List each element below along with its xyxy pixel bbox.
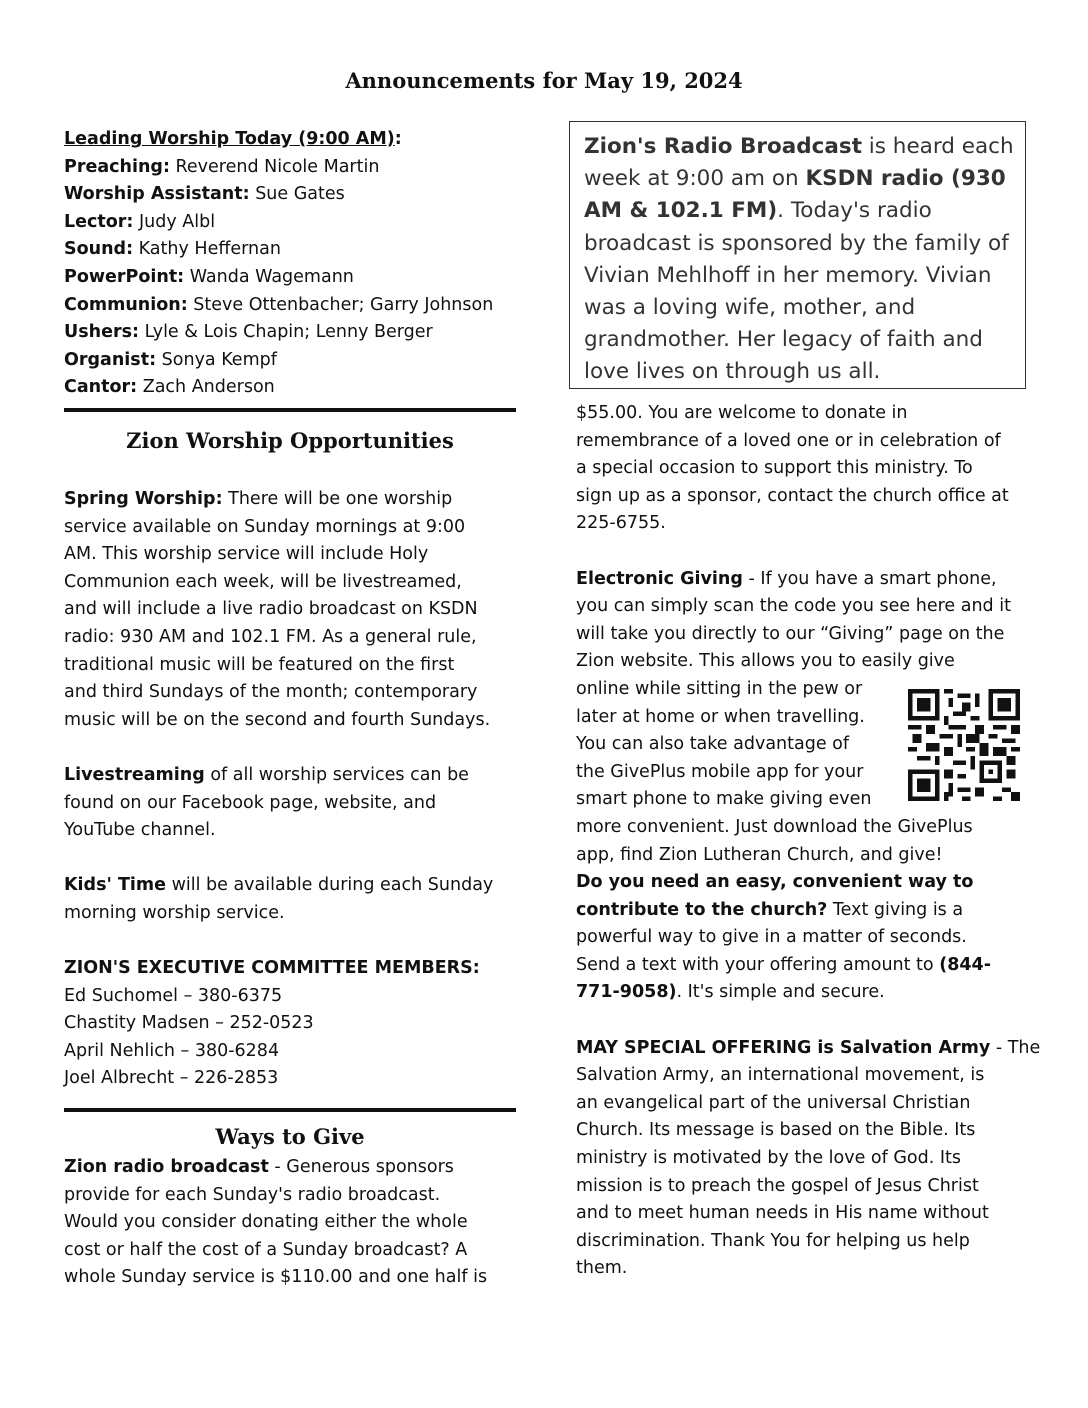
radio-sponsor-line: remembrance of a loved one or in celebration of bbox=[576, 430, 1001, 451]
worship-role-value: Kathy Heffernan bbox=[133, 239, 281, 260]
right-column: $55.00. You are welcome to donate in remembrance of a loved one or in celebration of a special occasion to support this ministry. To sign up as a sponsor, contact the church office at 225-6755. Electronic Giving - If you have a smart phone, you can simply scan the code you see here and it will take you directly to our “Giving” page on the Zion website. This allows you to easily give online while sitting in the pew or later at home or when travelling. You can also take advantage of the GivePlus mobile app for your smart phone to make giving even more convenient. Just download the GivePlus app, find Zion Lutheran Church, and give! Do you need an easy, convenient way to contribute to the church? Text giving is a powerful way to give in a matter of seconds. Send a text with your offering amount to (844- 771-9058). It's simple and secure. MAY SPECIAL OFFERING is Salvation Army - The Salvation Army, an international movement, is an evangelical part of the universal Christian Church. Its message is based on the Bible. Its ministry is motivated by the love of God. Its mission is to preach the gospel of Jesus Christ and to meet human needs in His name without discrimination. Thank You for helping us help them. bbox=[576, 400, 1036, 1283]
electronic-giving-line: online while sitting in the pew or bbox=[576, 678, 863, 699]
electronic-giving-line: more convenient. Just download the GivePlus bbox=[576, 816, 973, 837]
special-offering-line: MAY SPECIAL OFFERING is Salvation Army - The bbox=[576, 1037, 1041, 1058]
worship-role-label: Worship Assistant: bbox=[64, 184, 250, 205]
page-title: Announcements for May 19, 2024 bbox=[345, 68, 743, 93]
electronic-giving-line: the GivePlus mobile app for your bbox=[576, 761, 864, 782]
worship-roles bbox=[64, 154, 524, 402]
committee-member: April Nehlich – 380-6284 bbox=[64, 1040, 280, 1061]
radio-broadcast-line: was a loving wife, mother, and bbox=[584, 295, 916, 321]
livestreaming-line: Livestreaming of all worship services can be bbox=[64, 764, 469, 785]
worship-role-label: PowerPoint: bbox=[64, 266, 185, 287]
worship-role bbox=[64, 209, 524, 237]
spring-worship-line: Spring Worship: There will be one worship bbox=[64, 489, 453, 509]
committee-heading: ZION'S EXECUTIVE COMMITTEE MEMBERS: bbox=[64, 958, 480, 979]
spring-worship-line: service available on Sunday mornings at 9:00 bbox=[64, 516, 466, 537]
worship-role-label: Cantor: bbox=[64, 377, 138, 398]
worship-role bbox=[64, 154, 524, 182]
special-offering-line: them. bbox=[576, 1258, 628, 1279]
worship-role bbox=[64, 264, 524, 292]
electronic-giving-line: smart phone to make giving even bbox=[576, 789, 872, 810]
worship-role bbox=[64, 181, 524, 209]
committee-member: Ed Suchomel – 380-6375 bbox=[64, 985, 283, 1006]
worship-role-label: Ushers: bbox=[64, 322, 139, 343]
spring-worship-line: music will be on the second and fourth Sundays. bbox=[64, 709, 491, 730]
committee-member: Joel Albrecht – 226-2853 bbox=[64, 1068, 279, 1089]
worship-role-label: Communion: bbox=[64, 294, 188, 315]
radio-broadcast-line: broadcast is sponsored by the family of bbox=[584, 230, 1009, 256]
kids-time-line: morning worship service. bbox=[64, 902, 285, 923]
divider bbox=[64, 1108, 516, 1112]
worship-role-value: Judy Albl bbox=[133, 211, 216, 232]
electronic-giving-line: Zion website. This allows you to easily give bbox=[576, 651, 955, 672]
qr-code-icon[interactable] bbox=[908, 689, 1020, 801]
worship-role-value: Sue Gates bbox=[249, 184, 345, 205]
divider bbox=[64, 408, 516, 412]
radio-sponsor-line: whole Sunday service is $110.00 and one half is bbox=[64, 1267, 488, 1288]
radio-broadcast-line: Vivian Mehlhoff in her memory. Vivian bbox=[584, 262, 992, 288]
worship-role-value: Zach Anderson bbox=[137, 377, 275, 398]
radio-broadcast-line: love lives on through us all. bbox=[584, 359, 881, 385]
special-offering-line: ministry is motivated by the love of God. Its bbox=[576, 1148, 961, 1169]
worship-opportunities-body bbox=[64, 486, 524, 1093]
committee-member: Chastity Madsen – 252-0523 bbox=[64, 1013, 314, 1034]
kids-time-line: Kids' Time will be available during each Sunday bbox=[64, 875, 494, 896]
worship-role-value: Reverend Nicole Martin bbox=[169, 156, 380, 177]
electronic-giving-line: you can simply scan the code you see here and it bbox=[576, 596, 1011, 617]
worship-role-label: Lector: bbox=[64, 211, 134, 232]
special-offering-line: discrimination. Thank You for helping us help bbox=[576, 1230, 970, 1251]
radio-sponsor-line: $55.00. You are welcome to donate in bbox=[576, 403, 908, 423]
electronic-giving-line: app, find Zion Lutheran Church, and give! bbox=[576, 844, 943, 865]
radio-sponsor-line: provide for each Sunday's radio broadcast. bbox=[64, 1184, 441, 1205]
spring-worship-line: Communion each week, will be livestreamed, bbox=[64, 571, 462, 592]
worship-role bbox=[64, 292, 524, 320]
worship-role-label: Preaching: bbox=[64, 156, 170, 177]
worship-role-value: Wanda Wagemann bbox=[184, 266, 354, 287]
electronic-giving-line: will take you directly to our “Giving” page on the bbox=[576, 623, 1005, 644]
radio-sponsor-left bbox=[64, 1154, 524, 1292]
special-offering-line: Church. Its message is based on the Bible. Its bbox=[576, 1120, 976, 1141]
special-offering-line: mission is to preach the gospel of Jesus Christ bbox=[576, 1175, 979, 1196]
leading-worship-heading: Leading Worship Today (9:00 AM): bbox=[64, 129, 402, 149]
text-giving-question: Do you need an easy, convenient way to bbox=[576, 872, 974, 893]
radio-broadcast-text: Zion's Radio Broadcast is heard each week at 9:00 am on KSDN radio (930 AM & 102.1 FM). Today's radio broadcast is sponsored by the family of Vivian Mehlhoff in her memory. Vivian was a loving wife, mother, and grandmother. Her legacy of faith and love lives on through us all. bbox=[584, 131, 1014, 389]
worship-role-label: Sound: bbox=[64, 239, 134, 260]
worship-role bbox=[64, 319, 524, 347]
radio-sponsor-line: cost or half the cost of a Sunday broadcast? A bbox=[64, 1239, 468, 1260]
left-column bbox=[64, 126, 524, 402]
worship-opportunities-heading: Zion Worship Opportunities bbox=[126, 428, 454, 453]
radio-broadcast-line: grandmother. Her legacy of faith and bbox=[584, 327, 983, 353]
livestreaming-line: YouTube channel. bbox=[64, 820, 216, 841]
special-offering-line: an evangelical part of the universal Christian bbox=[576, 1092, 971, 1113]
special-offering-line: and to meet human needs in His name without bbox=[576, 1203, 989, 1224]
worship-role bbox=[64, 374, 524, 402]
radio-sponsor-line: sign up as a sponsor, contact the church office at bbox=[576, 485, 1009, 506]
worship-role-value: Sonya Kempf bbox=[156, 349, 277, 370]
worship-role-value: Steve Ottenbacher; Garry Johnson bbox=[187, 294, 494, 315]
electronic-giving-line: Electronic Giving - If you have a smart phone, bbox=[576, 568, 997, 589]
spring-worship-line: and will include a live radio broadcast on KSDN bbox=[64, 599, 478, 620]
spring-worship-line: radio: 930 AM and 102.1 FM. As a general rule, bbox=[64, 626, 477, 647]
radio-sponsor-line: 225-6755. bbox=[576, 513, 666, 534]
worship-role bbox=[64, 347, 524, 375]
spring-worship-line: traditional music will be featured on the first bbox=[64, 654, 455, 675]
ways-to-give-heading: Ways to Give bbox=[215, 1124, 365, 1149]
radio-sponsor-line: Zion radio broadcast - Generous sponsors bbox=[64, 1157, 454, 1177]
worship-role-label: Organist: bbox=[64, 349, 157, 370]
radio-sponsor-line: a special occasion to support this ministry. To bbox=[576, 458, 973, 479]
radio-sponsor-line: Would you consider donating either the whole bbox=[64, 1212, 468, 1233]
committee-members bbox=[64, 983, 524, 1093]
livestreaming-line: found on our Facebook page, website, and bbox=[64, 792, 437, 813]
electronic-giving-line: You can also take advantage of bbox=[576, 734, 850, 755]
worship-role-value: Lyle & Lois Chapin; Lenny Berger bbox=[139, 322, 433, 343]
spring-worship-line: and third Sundays of the month; contemporary bbox=[64, 682, 478, 703]
spring-worship-line: AM. This worship service will include Holy bbox=[64, 544, 429, 565]
electronic-giving-line: later at home or when travelling. bbox=[576, 706, 865, 727]
special-offering-line: Salvation Army, an international movement, is bbox=[576, 1065, 985, 1086]
worship-role bbox=[64, 236, 524, 264]
